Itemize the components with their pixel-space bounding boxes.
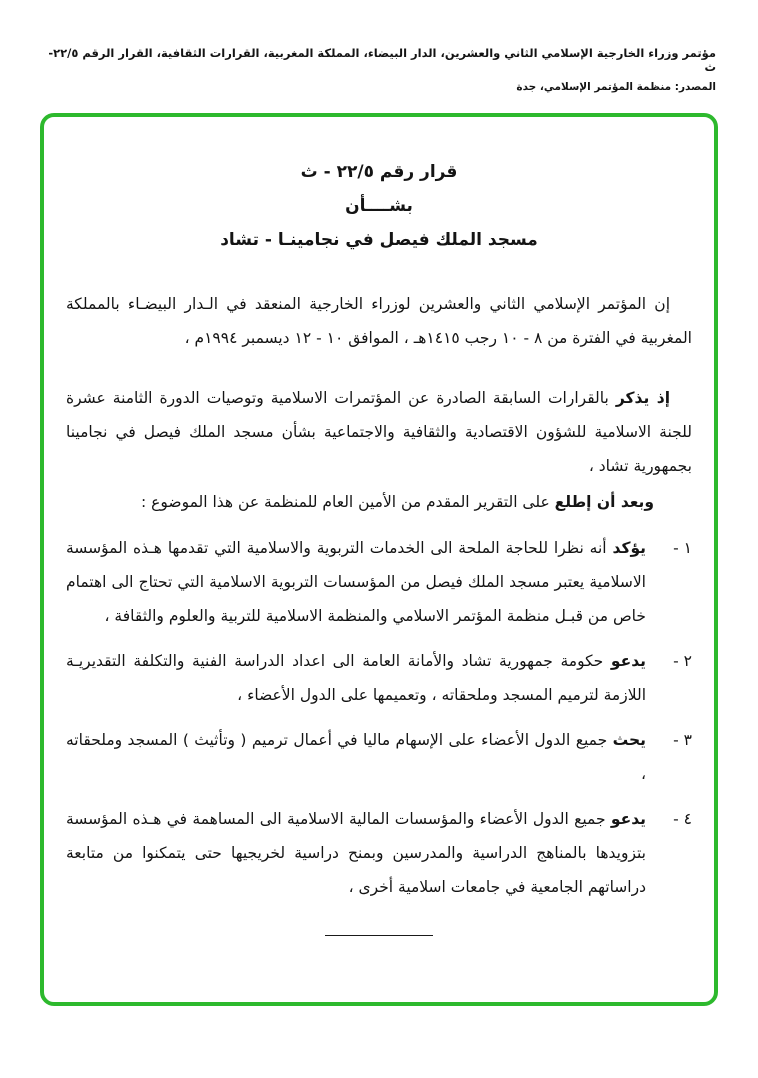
item-body: أنه نظرا للحاجة الملحة الى الخدمات التربوية والاسلامية التي تقدمها هـذه المؤسسة الاسلامية يعتبر مسجد الملك فيصل من المؤسسات التربوية الاسلامية التي تحتاج الى اهتمام خاص من قبـل منظمة المؤتمر الاسلامي والمنظمة الاسلامية للتربية والعلوم والثقافة ،	[66, 538, 646, 625]
item-body: جميع الدول الأعضاء على الإسهام ماليا في أعمال ترميم ( وتأثيث ) المسجد وملحقاته ،	[66, 731, 646, 784]
list-item	[66, 644, 692, 712]
header-source-line: مؤتمر وزراء الخارجية الإسلامي الثاني والعشرين، الدار البيضاء، المملكة المغربية، القرارات الثقافية، القرار الرقم ٢٢/٥-ث	[48, 46, 716, 74]
recall-text: بالقرارات السابقة الصادرة عن المؤتمرات الاسلامية وتوصيات الدورة الثامنة عشرة للجنة الاسلامية للشؤون الاقتصادية والثقافية والاجتماعية بشأن مسجد الملك فيصل في نجامينا بجمهورية تشاد ،	[66, 389, 692, 476]
item-lead: يدعو	[610, 810, 646, 829]
item-text	[66, 531, 646, 633]
resolution-frame	[40, 113, 718, 1006]
resolution-title-block	[66, 155, 692, 257]
item-body: جميع الدول الأعضاء والمؤسسات المالية الاسلامية الى المساهمة في هـذه المؤسسة بتزويدها بالمناهج الدراسية والمدرسين وبمنح دراسية لخريجيها حتى يتمكنوا من متابعة دراساتهم الجامعية في جامعات اسلامية أخرى ،	[66, 810, 646, 897]
item-body: حكومة جمهورية تشاد والأمانة العامة الى اعداد الدراسة الفنية والتكلفة التقديريـة اللازمة لترميم المسجد وملحقاته ، وتعميمها على الدول الأعضاء ،	[66, 651, 646, 704]
list-item	[66, 802, 692, 904]
after-report-lead: وبعد أن إطلع	[554, 493, 654, 512]
end-of-document-rule	[325, 935, 433, 936]
item-lead: يدعو	[610, 651, 647, 670]
item-number: ٣ -	[673, 731, 692, 750]
after-report-text: على التقرير المقدم من الأمين العام للمنظمة عن هذا الموضوع :	[141, 493, 550, 512]
header-publisher-line: المصدر: منظمة المؤتمر الإسلامي، جدة	[516, 81, 716, 93]
item-text	[66, 644, 646, 712]
resolution-number-title: قرار رقم ٢٢/٥ - ث	[300, 162, 458, 182]
item-lead: يؤكد	[612, 538, 646, 557]
resolution-subject-word: بشــــأن	[345, 196, 413, 216]
list-item	[66, 531, 692, 633]
document-header	[40, 46, 718, 93]
recall-paragraph	[66, 381, 692, 483]
after-report-paragraph	[66, 485, 692, 519]
item-number: ١ -	[673, 538, 692, 557]
list-item	[66, 723, 692, 791]
item-number: ٢ -	[673, 651, 692, 670]
item-text	[66, 802, 646, 904]
intro-paragraph: إن المؤتمر الإسلامي الثاني والعشرين لوزراء الخارجية المنعقد في الـدار البيضـاء بالمملكة المغربية في الفترة من ٨ - ١٠ رجب ١٤١٥هـ ، الموافق ١٠ - ١٢ ديسمبر ١٩٩٤م ،	[66, 295, 692, 348]
item-number: ٤ -	[673, 810, 692, 829]
item-text	[66, 723, 646, 791]
recall-lead: إذ يذكر	[615, 389, 671, 408]
resolution-subject-title: مسجد الملك فيصل في نجامينـا - تشاد	[220, 230, 538, 250]
item-lead: يحث	[612, 731, 646, 750]
resolution-items	[66, 531, 692, 905]
